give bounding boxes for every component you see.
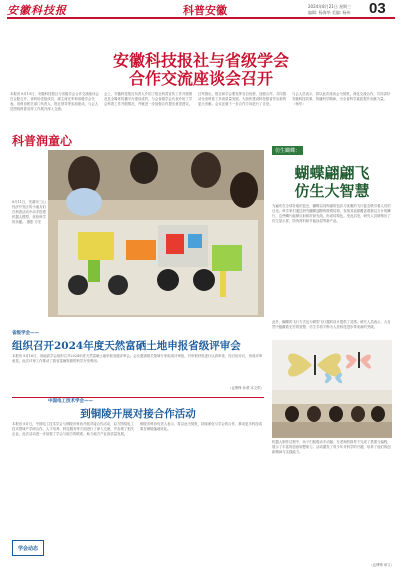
butterfly-photo <box>272 340 392 390</box>
lead-headline-line2: 合作交流座谈会召开 <box>128 69 273 88</box>
photo-illustration <box>48 150 264 317</box>
students-body: 本报讯 8月日，中国电工技术学会与铜陵市科协开展对接合作活动，双方围绕电工技术领域产学研合作、人才培养、科技服务等方面进行了深入交流，并参观了相关企业。此次活动进一步加强了学会与地方的联系，助力地方产业高质量发展。 <box>12 422 135 437</box>
kids-section-title: 科普润童心 <box>12 134 73 148</box>
lead-col-4: 与会人员表示，将以此次座谈会为契机，深化交流合作，共同讲好安徽科技故事，传播科学精神，为全省科学素质提升贡献力量。（杨华） <box>292 92 391 107</box>
footer-tag-box <box>12 540 44 556</box>
page-number: 03 <box>369 0 386 17</box>
section-title: 科普安徽 <box>183 4 227 17</box>
society-kicker: 省级学会—— <box>12 331 39 336</box>
society-body: 本报讯 8月16日，省地质学会组织召开2024年度天然富硒土地申报省级评审会。会议邀请相关领域专家组成评审组，对申报材料进行认真审查，经讨论评议，形成评审意见。此次评审工作推动了我省富硒资源的科学开发利用。 <box>12 354 263 364</box>
footer-tag: 学会动态 <box>17 545 38 552</box>
editor-credits: 编辑: 杨海华 美编: 杨伟 <box>308 10 351 15</box>
kids-robot-photo <box>48 150 264 317</box>
lead-col-2: 会上，安徽科技报社负责人介绍了报社科普宣传工作开展情况及全媒体传播平台建设成效，与会省级学会代表介绍了学会科普工作开展情况，并就进一步加强合作提出意见建议。 <box>104 92 193 107</box>
robot-story-source: （孟博锋 章文） <box>369 563 394 567</box>
society-source: （孟博锋 孙勇 本文供） <box>227 386 264 390</box>
butterfly-title-line1: 蝴蝶翩翩飞 <box>294 164 370 182</box>
butterfly-body-2: 此外，蝴蝶的飞行方式也为微型飞行器的设计提供了灵感。研究人员表示，大自然中蕴藏着无穷的智慧，仿生学将不断为人类科技进步带来新的突破。 <box>272 320 391 330</box>
students-kicker: 中国电工技术学会—— <box>48 399 93 404</box>
butterfly-title-line2: 仿生大智慧 <box>294 182 370 200</box>
students-headline: 到铜陵开展对接合作活动 <box>80 408 196 420</box>
header-rule <box>7 17 395 19</box>
robot-story-body: 机器人制作过程中，孩子们积极动手动脑，在老师的指导下完成了搭建与编程，展示了丰富的创意和想象力。活动激发了青少年对科学的兴趣，培养了他们的创新精神与实践能力。 <box>272 440 391 455</box>
newspaper-logo: 安徽科技报 <box>7 4 67 17</box>
lead-col-1: 本报讯 8月19日，安徽科技报社与省级学会合作交流座谈会在合肥召开。省科协党组成员、副主席汪军和省级学会代表、省科协相关部门负责人、报社领导等参加座谈。与会人员围绕科普宣传工作展开深入交流。 <box>10 92 99 112</box>
society-headline: 组织召开2024年度天然富硒土地申报省级评审会 <box>12 340 241 352</box>
classroom-photo <box>272 390 392 438</box>
lead-headline-line1: 安徽科技报社与省级学会 <box>112 51 289 70</box>
butterfly-illustration <box>272 340 392 390</box>
classroom-illustration <box>272 390 392 438</box>
lead-col-3: 汪军指出，报社和学会要发挥各自优势，加强合作，共同推动全省科普工作高质量发展，为加快建设科技强省作出新的更大贡献。会议还就下一步合作方向进行了讨论。 <box>198 92 287 107</box>
kids-caption: 8月11日，芜湖市三山经济开发区的小朋友们在科普活动中动手搭建机器人模型，体验科学的乐趣。 摄影 方宏 <box>12 200 46 224</box>
butterfly-tag: 仿生蝴蝶： <box>272 146 303 155</box>
issue-date: 2024年8月21日 星期三 <box>308 4 352 9</box>
butterfly-body: 为遍布在全球各地的昆虫，蝴蝶以其绚丽的色彩与优雅的飞行姿态吸引着人们的目光。科学家们通过研究蝴蝶翅膀的微观结构，发现其表面覆盖着数以万计的鳞片，这些鳞片能够反射和折射光线，形成结构色。受此启发，研究人员研制出了仿生显示屏、防伪材料和节能涂层等新产品。 <box>272 204 391 224</box>
students-body-2: 铜陵市科协负责人表示，将以此为契机，持续深化与学会的合作，推动更多科技成果在铜陵落地转化。 <box>140 422 263 432</box>
